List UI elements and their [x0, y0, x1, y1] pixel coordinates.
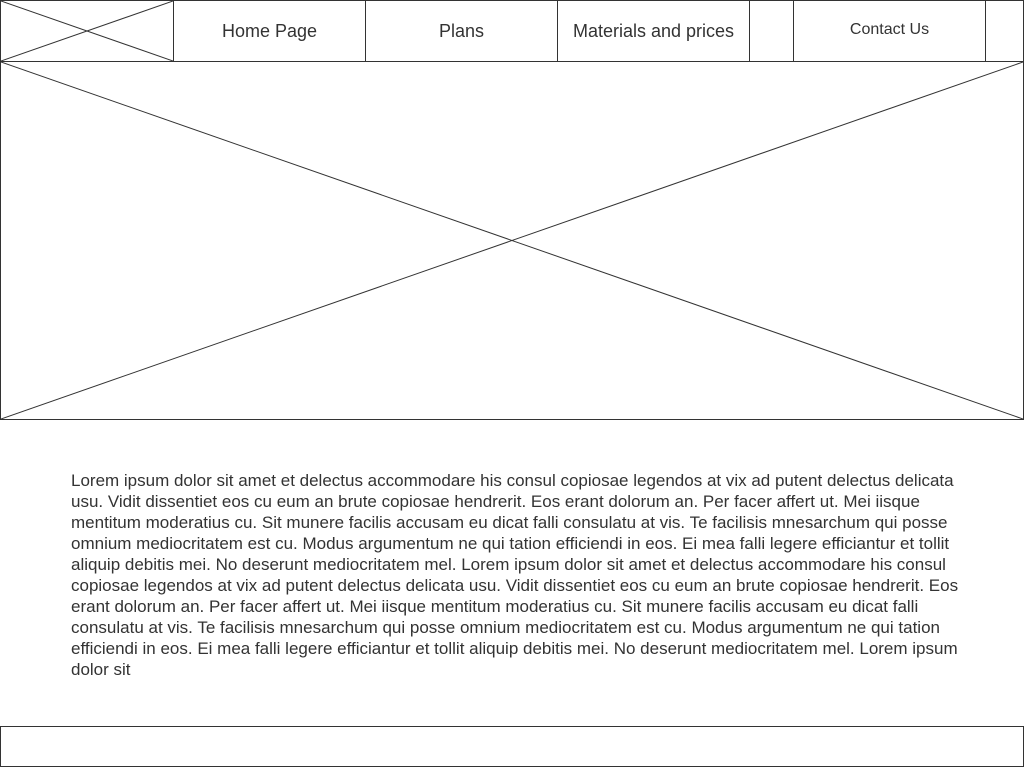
- nav-empty-cell[interactable]: [749, 0, 794, 62]
- nav-contact-us[interactable]: [793, 0, 986, 62]
- hero-image-placeholder: [0, 61, 1024, 420]
- nav-home-page[interactable]: [173, 0, 366, 62]
- logo-placeholder[interactable]: [0, 0, 174, 62]
- nav-materials-and-prices[interactable]: [557, 0, 750, 62]
- content-section: [71, 470, 959, 680]
- footer: [0, 726, 1024, 767]
- nav-contact-us-label: Contact Us: [849, 21, 930, 38]
- body-paragraph: Lorem ipsum dolor sit amet et delectus accommodare his consul copiosae legendos at vix ad putent delectus delicata usu. Vidit dissentiet eos cu eum an brute copiosae hendrerit. Eos erant dolorum an. Per facer affert ut. Mei iisque mentitum moderatius cu. Sit munere facilis accusam eu dicat falli consulatu at vis. Te facilisis mnesarchum qui posse omnium mediocritatem est cu. Modus argumentum ne qui tation efficiendi in eos. Ei mea falli legere efficiantur et tollit aliquip debitis mei. No deserunt mediocritatem mel. Lorem ipsum dolor sit amet et delectus accommodare his consul copiosae legendos at vix ad putent delectus delicata usu. Vidit dissentiet eos cu eum an brute copiosae hendrerit. Eos erant dolorum an. Per facer affert ut. Mei iisque mentitum moderatius cu. Sit munere facilis accusam eu dicat falli consulatu at vis. Te facilisis mnesarchum qui posse omnium mediocritatem est cu. Modus argumentum ne qui tation efficiendi in eos. Ei mea falli legere efficiantur et tollit aliquip debitis mei. No deserunt mediocritatem mel. Lorem ipsum dolor sit: [71, 471, 959, 679]
- nav-plans[interactable]: [365, 0, 558, 62]
- image-placeholder-icon: [1, 1, 173, 61]
- nav-home-page-label: Home Page: [221, 20, 318, 41]
- image-placeholder-icon: [1, 62, 1023, 419]
- nav-materials-and-prices-label: Materials and prices: [572, 20, 735, 41]
- nav-plans-label: Plans: [438, 20, 485, 41]
- nav-trailing-cell[interactable]: [985, 0, 1024, 62]
